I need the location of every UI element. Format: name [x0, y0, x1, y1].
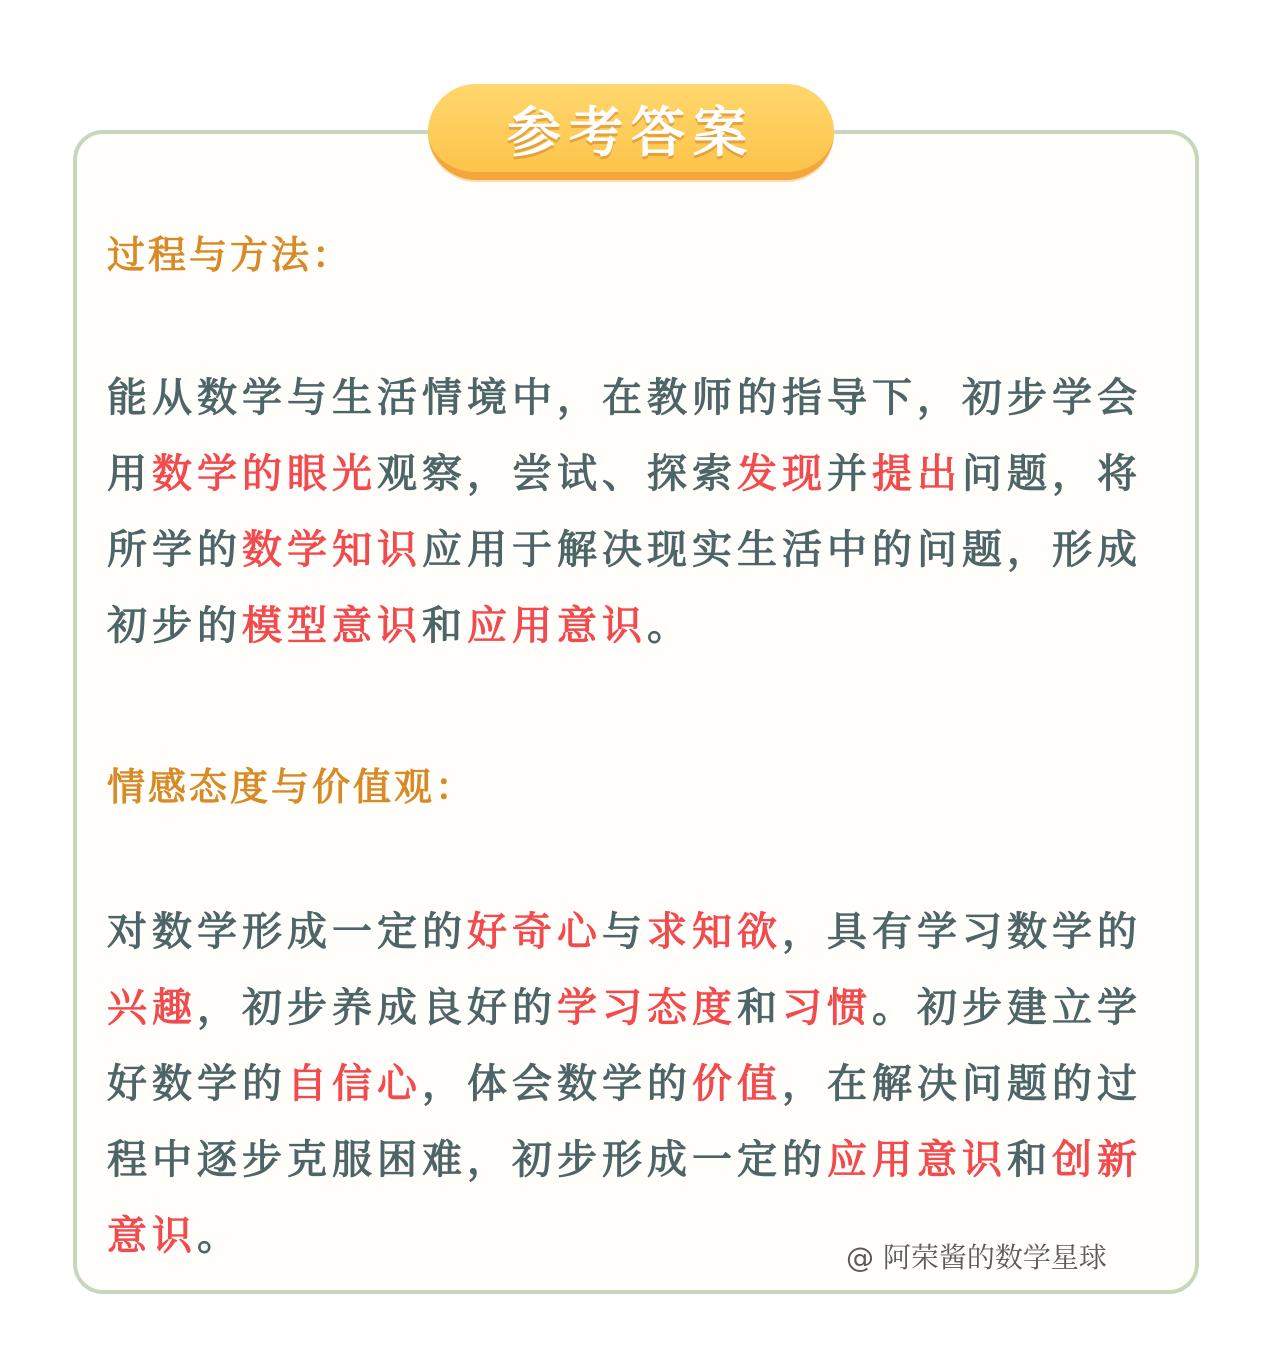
badge-title: 参考答案: [507, 100, 755, 164]
paragraph-text: 对数学形成一定的: [107, 909, 467, 955]
paragraph-text: 观察，尝试、探索: [377, 451, 737, 497]
highlight-text: 价值: [692, 1061, 782, 1107]
paragraph-text: 应用于解决现实生活中的问题，形成初步的: [107, 527, 1142, 649]
paragraph-text: 与: [602, 909, 647, 955]
paragraph-text: 问题，将所学的: [107, 451, 1142, 573]
highlight-text: 好奇心: [467, 909, 602, 955]
paragraph-text: ，初步养成良好的: [197, 985, 557, 1031]
paragraph-text: 和: [737, 985, 782, 1031]
highlight-text: 兴趣: [107, 985, 197, 1031]
highlight-text: 模型意识: [242, 603, 422, 649]
highlight-text: 求知欲: [647, 909, 782, 955]
paragraph-text: ，体会数学的: [422, 1061, 692, 1107]
paragraph-text: 和: [422, 603, 467, 649]
paragraph-text: 和: [1007, 1137, 1052, 1183]
paragraph-text: 。: [647, 603, 692, 649]
highlight-text: 数学知识: [242, 527, 422, 573]
answer-badge: [428, 84, 834, 180]
paragraph-text: 。初步建立学好数学的: [107, 985, 1142, 1107]
watermark: @ 阿荣酱的数学星球: [846, 1241, 1107, 1274]
section-heading-emotion-values: 情感态度与价值观：: [107, 765, 477, 809]
highlight-text: 应用意识: [827, 1137, 1007, 1183]
highlight-text: 提出: [872, 451, 962, 497]
highlight-text: 创新意识: [107, 1137, 1142, 1259]
paragraph-text: ，具有学习数学的: [782, 909, 1142, 955]
paragraph-text: ，在解决问题的过程中逐步克服困难，初步形成一定的: [107, 1061, 1142, 1183]
highlight-text: 习惯: [782, 985, 872, 1031]
highlight-text: 自信心: [287, 1061, 422, 1107]
highlight-text: 学习态度: [557, 985, 737, 1031]
paragraph-text: 能从数学与生活情境中，在教师的指导下，初步学会用: [107, 375, 1142, 497]
section-heading-process-method: 过程与方法：: [107, 233, 354, 277]
highlight-text: 应用意识: [467, 603, 647, 649]
section-paragraph-emotion-values: [107, 894, 1171, 1274]
highlight-text: 发现: [737, 451, 827, 497]
paragraph-text: 。: [197, 1213, 242, 1259]
highlight-text: 数学的眼光: [152, 451, 377, 497]
section-paragraph-process-method: [107, 360, 1171, 664]
paragraph-text: 并: [827, 451, 872, 497]
